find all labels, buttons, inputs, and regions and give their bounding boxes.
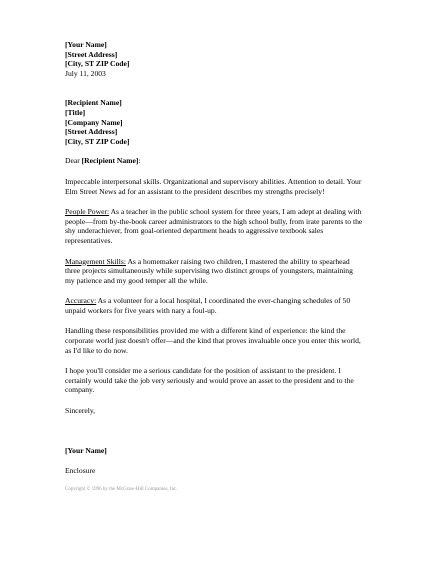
letter	[65, 40, 415, 476]
people-line: people—from by-the-book career administrators to the high school bully, from irate parents to the	[65, 216, 363, 226]
management-line: my patience and my good temper all the while.	[65, 275, 208, 285]
accuracy-paragraph	[65, 296, 415, 315]
signature-name: [Your Name]	[65, 445, 107, 455]
intro-line: Elm Street News ad for an assistant to the president describes my strengths precisely!	[65, 186, 325, 196]
accuracy-line: As a volunteer for a local hospital, I coordinated the ever-changing schedules of 50	[96, 296, 351, 306]
closing-line: I hope you'll consider me a serious candidate for the position of assistant to the president. I	[65, 366, 341, 376]
people-heading: People Power:	[65, 207, 110, 217]
enclosure-text: Enclosure	[65, 466, 96, 476]
handling-line: Handling these responsibilities provided me with a different kind of experience: the kind the	[65, 326, 346, 336]
recipient-title: [Title]	[65, 107, 86, 117]
management-heading: Management Skills:	[65, 256, 126, 266]
handling-line: as I'd like to do now.	[65, 345, 128, 355]
sender-address	[65, 40, 415, 78]
recipient-street: [Street Address]	[65, 127, 118, 137]
closing-line: certainly would take the job very seriously and would prove an asset to the president and to the	[65, 375, 354, 385]
sender-city: [City, ST ZIP Code]	[65, 59, 130, 69]
recipient-address	[65, 98, 415, 146]
people-line: representatives.	[65, 235, 113, 245]
copyright-notice: Copyright © 1996 by the McGraw-Hill Companies, Inc.	[65, 487, 178, 492]
handling-line: corporate world just doesn't offer—and the kind that proves invaluable once you enter this world,	[65, 336, 361, 346]
management-paragraph	[65, 257, 415, 286]
accuracy-heading: Accuracy:	[65, 296, 97, 306]
management-line: three projects simultaneously while supervising two distinct groups of youngsters, maintaining	[65, 266, 353, 276]
signature-block	[65, 446, 415, 456]
signoff-text: Sincerely,	[65, 406, 96, 416]
letter-date: July 11, 2003	[65, 68, 106, 78]
signoff	[65, 406, 415, 416]
salutation-name: [Recipient Name]	[81, 156, 139, 166]
handling-paragraph	[65, 326, 415, 355]
people-line: shy underachiever, from goal-oriented department heads to aggressive textbook sales	[65, 226, 324, 236]
closing-line: company.	[65, 385, 95, 395]
management-line: As a homemaker raising two children, I mastered the ability to spearhead	[125, 256, 350, 266]
people-paragraph	[65, 207, 415, 245]
salutation-prefix: Dear	[65, 156, 82, 166]
intro-paragraph	[65, 177, 415, 196]
salutation	[65, 156, 415, 166]
recipient-name: [Recipient Name]	[65, 98, 122, 108]
people-line: As a teacher in the public school system for three years, I am adept at dealing with	[109, 207, 362, 217]
sender-street: [Street Address]	[65, 49, 118, 59]
recipient-city: [City, ST ZIP Code]	[65, 136, 130, 146]
closing-paragraph	[65, 366, 415, 395]
intro-line: Impeccable interpersonal skills. Organizational and supervisory abilities. Attention to detail. Your	[65, 176, 362, 186]
recipient-company: [Company Name]	[65, 117, 123, 127]
accuracy-line: unpaid workers for five years with nary a foul-up.	[65, 305, 217, 315]
enclosure-block	[65, 466, 415, 476]
sender-name: [Your Name]	[65, 40, 107, 49]
salutation-suffix: :	[138, 156, 141, 166]
